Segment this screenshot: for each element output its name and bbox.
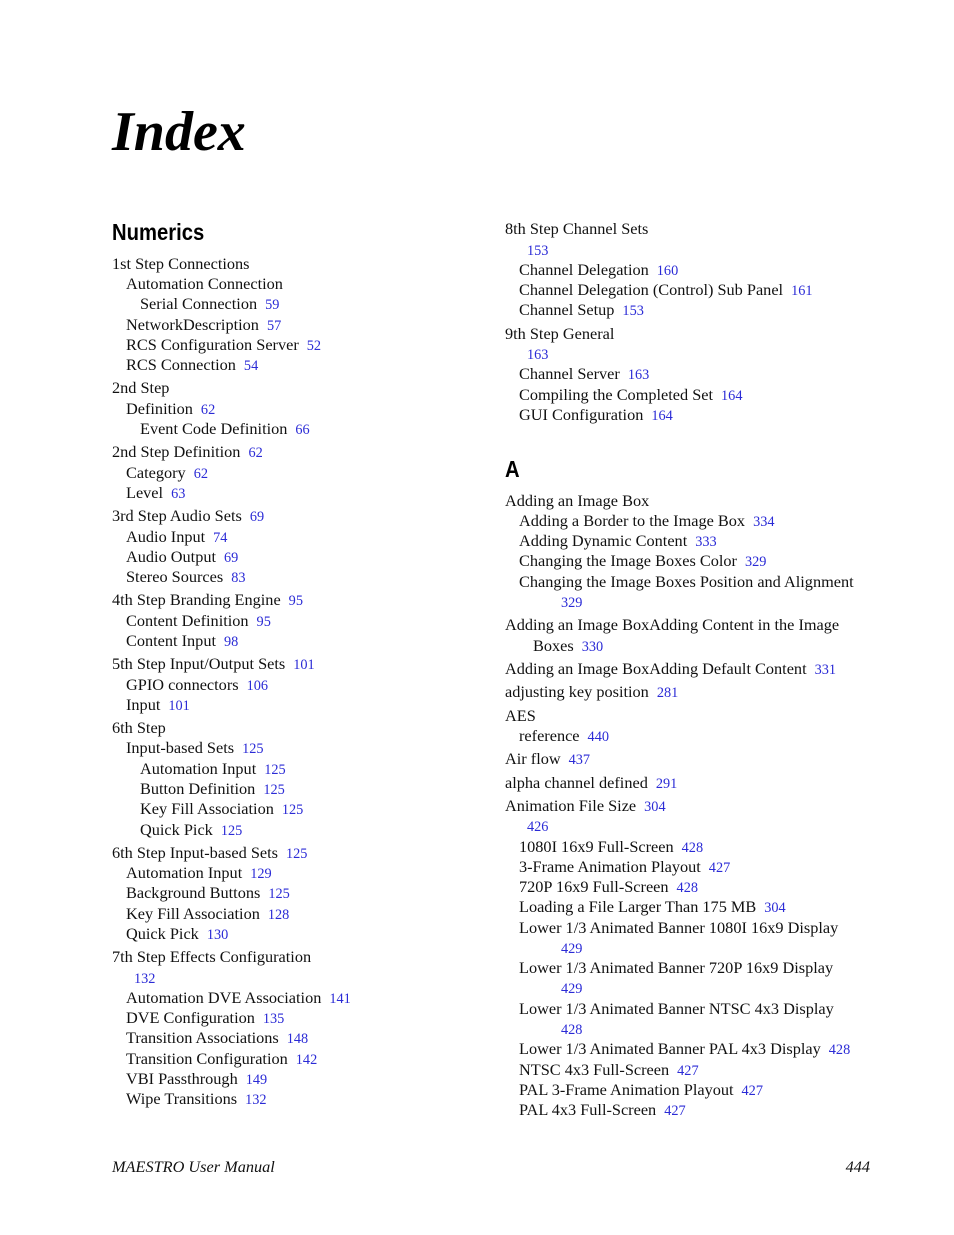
index-term: 1st Step Connections	[112, 254, 250, 273]
index-entry	[112, 254, 249, 274]
index-term: 3rd Step Audio Sets	[112, 506, 242, 525]
index-entry	[112, 590, 303, 611]
page-reference-link[interactable]: 164	[651, 408, 673, 424]
index-term: 6th Step Input-based Sets	[112, 843, 278, 862]
index-term: Loading a File Larger Than 175 MB	[519, 897, 757, 916]
page-reference-link[interactable]: 52	[306, 338, 322, 354]
index-entry	[505, 324, 614, 344]
index-term: reference	[519, 726, 580, 745]
index-term: AES	[505, 706, 536, 725]
index-entry	[112, 506, 264, 527]
index-subentry	[126, 567, 246, 588]
page-reference-link[interactable]: 163	[527, 347, 549, 363]
page-reference-link[interactable]: 132	[245, 1092, 267, 1108]
index-subentry	[140, 759, 286, 780]
index-entry	[505, 219, 648, 239]
page-reference-link[interactable]: 329	[744, 554, 767, 570]
page-reference-link[interactable]: 428	[676, 880, 698, 896]
index-subentry	[126, 863, 272, 884]
page-reference-link[interactable]: 153	[622, 303, 644, 319]
index-term: Animation File Size	[505, 796, 637, 815]
page-reference-link[interactable]: 125	[281, 802, 304, 818]
index-term: Lower 1/3 Animated Banner 1080I 16x9 Display	[519, 918, 839, 937]
page-reference-link[interactable]: 164	[721, 388, 743, 404]
index-subentry	[519, 1080, 763, 1101]
section-heading: A	[505, 456, 520, 482]
index-term: NTSC 4x3 Full-Screen	[519, 1060, 670, 1079]
index-entry	[527, 816, 548, 837]
index-subentry	[140, 820, 242, 841]
page-reference-link[interactable]: 428	[828, 1042, 851, 1058]
index-subentry	[519, 857, 730, 878]
page-reference-link[interactable]: 69	[224, 550, 239, 566]
index-entry	[505, 773, 677, 794]
page-reference-link[interactable]: 132	[134, 971, 156, 987]
page-reference-link[interactable]: 291	[655, 776, 678, 792]
index-term: Changing the Image Boxes Color	[519, 551, 737, 570]
index-term: Definition	[126, 399, 193, 418]
page-reference-link[interactable]: 129	[250, 866, 272, 882]
index-entry	[112, 718, 166, 738]
index-subentry	[561, 592, 582, 613]
index-term: 6th Step	[112, 718, 166, 737]
index-term: 4th Step Branding Engine	[112, 590, 281, 609]
index-subentry	[126, 1008, 284, 1029]
page-reference-link[interactable]: 62	[200, 402, 216, 418]
index-subentry	[126, 399, 215, 420]
index-subentry	[126, 675, 268, 696]
index-entry	[505, 615, 839, 635]
index-subentry	[126, 738, 264, 759]
page-reference-link[interactable]: 142	[295, 1052, 318, 1068]
index-entry	[112, 378, 169, 398]
index-subentry	[126, 463, 208, 484]
page-reference-link[interactable]: 161	[791, 283, 813, 299]
index-term: Key Fill Association	[126, 904, 260, 923]
index-entry	[527, 240, 548, 261]
index-term: Changing the Image Boxes Position and Alignment	[519, 572, 854, 591]
index-subentry	[126, 1049, 317, 1070]
index-subentry	[519, 300, 644, 321]
page-reference-link[interactable]: 429	[561, 981, 583, 997]
index-term: Content Input	[126, 631, 216, 650]
index-term: 2nd Step	[112, 378, 170, 397]
page-reference-link[interactable]: 125	[242, 741, 264, 757]
index-entry	[505, 796, 666, 817]
index-subentry	[140, 799, 303, 820]
index-term: Lower 1/3 Animated Banner PAL 4x3 Display	[519, 1039, 821, 1058]
page-reference-link[interactable]: 334	[753, 514, 775, 530]
index-subentry	[126, 1089, 267, 1110]
index-term: Automation Input	[140, 759, 257, 778]
index-term: Background Buttons	[126, 883, 261, 902]
index-subentry	[561, 1019, 582, 1040]
page-reference-link[interactable]: 54	[243, 358, 259, 374]
index-term: NetworkDescription	[126, 315, 259, 334]
index-subentry	[519, 551, 766, 572]
page-reference-link[interactable]: 148	[286, 1031, 309, 1047]
page-reference-link[interactable]: 149	[245, 1072, 268, 1088]
page-reference-link[interactable]: 125	[264, 762, 286, 778]
page-reference-link[interactable]: 125	[268, 886, 290, 902]
index-entry	[112, 442, 263, 463]
index-term: alpha channel defined	[505, 773, 648, 792]
index-subentry	[126, 355, 258, 376]
index-subentry	[519, 385, 742, 406]
index-subentry	[519, 1060, 699, 1081]
index-subentry	[519, 260, 678, 281]
index-subentry	[140, 294, 279, 315]
index-subentry	[519, 918, 838, 938]
page-reference-link[interactable]: 59	[265, 297, 280, 313]
page-reference-link[interactable]: 66	[295, 422, 310, 438]
page-reference-link[interactable]: 333	[695, 534, 717, 550]
page-reference-link[interactable]: 440	[587, 729, 609, 745]
index-term: Channel Setup	[519, 300, 615, 319]
index-term: Stereo Sources	[126, 567, 224, 586]
section-heading: Numerics	[112, 219, 205, 245]
index-subentry	[519, 726, 609, 747]
index-subentry	[126, 547, 238, 568]
page-reference-link[interactable]: 437	[568, 752, 591, 768]
index-term: Quick Pick	[126, 924, 199, 943]
index-subentry	[126, 695, 190, 716]
page-reference-link[interactable]: 95	[288, 593, 303, 609]
index-term: Air flow	[505, 749, 561, 768]
index-entry	[505, 659, 836, 680]
index-term: Event Code Definition	[140, 419, 288, 438]
index-term: Transition Configuration	[126, 1049, 288, 1068]
index-subentry	[519, 572, 854, 592]
index-term: Key Fill Association	[140, 799, 274, 818]
index-term: Automation Connection	[126, 274, 283, 293]
page-reference-link[interactable]: 281	[656, 685, 679, 701]
index-entry	[527, 344, 548, 365]
index-term: Content Definition	[126, 611, 249, 630]
index-term: GPIO connectors	[126, 675, 239, 694]
page-reference-link[interactable]: 429	[561, 941, 583, 957]
footer-page-number: 444	[845, 1157, 870, 1176]
index-term: Channel Server	[519, 364, 620, 383]
index-term: Category	[126, 463, 186, 482]
index-term: Audio Input	[126, 527, 206, 546]
page-reference-link[interactable]: 69	[249, 509, 265, 525]
index-term: Button Definition	[140, 779, 256, 798]
index-term: Automation Input	[126, 863, 243, 882]
index-term: Adding a Border to the Image Box	[519, 511, 746, 530]
page-reference-link[interactable]: 163	[627, 367, 650, 383]
page-reference-link[interactable]: 428	[561, 1022, 583, 1038]
index-subentry	[519, 405, 673, 426]
index-entry	[505, 706, 536, 726]
index-entry	[505, 491, 649, 511]
index-term: Channel Delegation (Control) Sub Panel	[519, 280, 784, 299]
index-subentry	[126, 631, 238, 652]
page-reference-link[interactable]: 63	[171, 486, 186, 502]
index-subentry	[126, 527, 227, 548]
index-entry	[112, 654, 315, 675]
index-term: Input-based Sets	[126, 738, 235, 757]
index-entry	[112, 947, 311, 967]
page-reference-link[interactable]: 329	[561, 595, 583, 611]
index-term: Level	[126, 483, 164, 502]
index-subentry	[126, 924, 228, 945]
index-subentry	[519, 364, 649, 385]
index-subentry	[519, 511, 775, 532]
footer-manual-title: MAESTRO User Manual	[112, 1157, 275, 1176]
page-reference-link[interactable]: 74	[213, 530, 228, 546]
page-reference-link[interactable]: 427	[664, 1103, 686, 1119]
index-term: Adding an Image BoxAdding Content in the Image	[505, 615, 840, 634]
index-term: PAL 3-Frame Animation Playout	[519, 1080, 734, 1099]
index-term: PAL 4x3 Full-Screen	[519, 1100, 657, 1119]
index-subentry	[519, 877, 698, 898]
index-entry	[134, 968, 155, 989]
index-entry	[505, 682, 678, 703]
index-subentry	[519, 837, 703, 858]
page-reference-link[interactable]: 330	[581, 639, 604, 655]
index-term: DVE Configuration	[126, 1008, 255, 1027]
index-subentry	[519, 958, 833, 978]
index-term: 9th Step General	[505, 324, 615, 343]
index-term: 8th Step Channel Sets	[505, 219, 649, 238]
index-subentry	[126, 883, 290, 904]
index-term: 2nd Step Definition	[112, 442, 241, 461]
index-subentry	[533, 636, 603, 657]
index-subentry	[126, 611, 271, 632]
index-term: 3-Frame Animation Playout	[519, 857, 701, 876]
index-subentry	[126, 483, 185, 504]
page-reference-link[interactable]: 153	[527, 243, 549, 259]
page-reference-link[interactable]: 98	[224, 634, 239, 650]
page-reference-link[interactable]: 125	[285, 846, 308, 862]
index-term: 7th Step Effects Configuration	[112, 947, 312, 966]
index-term: 5th Step Input/Output Sets	[112, 654, 286, 673]
index-subentry	[126, 335, 321, 356]
index-term: Automation DVE Association	[126, 988, 322, 1007]
page-reference-link[interactable]: 101	[168, 698, 190, 714]
index-subentry	[126, 904, 289, 925]
page-reference-link[interactable]: 57	[266, 318, 282, 334]
index-subentry	[140, 419, 310, 440]
index-subentry	[561, 978, 582, 999]
page-reference-link[interactable]: 135	[262, 1011, 285, 1027]
page-reference-link[interactable]: 125	[263, 782, 285, 798]
index-subentry	[519, 1039, 850, 1060]
index-term: Lower 1/3 Animated Banner 720P 16x9 Display	[519, 958, 834, 977]
index-entry	[505, 749, 590, 770]
index-term: Adding an Image Box	[505, 491, 650, 510]
page-reference-link[interactable]: 427	[741, 1083, 763, 1099]
index-term: Audio Output	[126, 547, 217, 566]
index-entry	[112, 843, 307, 864]
index-subentry	[126, 274, 283, 294]
page-reference-link[interactable]: 128	[267, 907, 290, 923]
index-subentry	[140, 779, 285, 800]
page-reference-link[interactable]: 141	[329, 991, 351, 1007]
index-subentry	[519, 531, 717, 552]
index-term: Channel Delegation	[519, 260, 649, 279]
index-subentry	[561, 938, 582, 959]
index-term: Compiling the Completed Set	[519, 385, 714, 404]
page-reference-link[interactable]: 304	[644, 799, 666, 815]
page-reference-link[interactable]: 101	[293, 657, 315, 673]
page-reference-link[interactable]: 304	[764, 900, 786, 916]
page-reference-link[interactable]: 130	[206, 927, 229, 943]
page-reference-link[interactable]: 427	[708, 860, 731, 876]
index-term: Quick Pick	[140, 820, 213, 839]
index-term: 720P 16x9 Full-Screen	[519, 877, 669, 896]
index-term: Wipe Transitions	[126, 1089, 238, 1108]
index-term: Lower 1/3 Animated Banner NTSC 4x3 Display	[519, 999, 834, 1018]
page-reference-link[interactable]: 106	[246, 678, 269, 694]
index-term: Serial Connection	[140, 294, 258, 313]
index-subentry	[519, 999, 834, 1019]
index-term: Boxes	[533, 636, 574, 655]
index-term: Input	[126, 695, 161, 714]
page-reference-link[interactable]: 428	[681, 840, 704, 856]
page-title: Index	[112, 101, 246, 163]
index-subentry	[519, 897, 786, 918]
index-subentry	[126, 1028, 308, 1049]
page-reference-link[interactable]: 125	[220, 823, 243, 839]
index-subentry	[519, 280, 813, 301]
index-term: Adding an Image BoxAdding Default Content	[505, 659, 807, 678]
index-subentry	[519, 1100, 686, 1121]
index-term: GUI Configuration	[519, 405, 644, 424]
page-reference-link[interactable]: 62	[193, 466, 208, 482]
index-term: VBI Passthrough	[126, 1069, 238, 1088]
index-subentry	[126, 988, 351, 1009]
index-term: Transition Associations	[126, 1028, 279, 1047]
page-reference-link[interactable]: 62	[248, 445, 263, 461]
page-reference-link[interactable]: 83	[231, 570, 246, 586]
page-reference-link[interactable]: 95	[256, 614, 271, 630]
index-term: adjusting key position	[505, 682, 649, 701]
index-term: Adding Dynamic Content	[519, 531, 688, 550]
index-subentry	[126, 315, 281, 336]
index-subentry	[126, 1069, 267, 1090]
index-term: 1080I 16x9 Full-Screen	[519, 837, 674, 856]
page-reference-link[interactable]: 426	[527, 819, 549, 835]
page-reference-link[interactable]: 331	[814, 662, 837, 678]
index-term: RCS Connection	[126, 355, 236, 374]
page-reference-link[interactable]: 427	[677, 1063, 699, 1079]
page-reference-link[interactable]: 160	[656, 263, 679, 279]
index-term: RCS Configuration Server	[126, 335, 299, 354]
